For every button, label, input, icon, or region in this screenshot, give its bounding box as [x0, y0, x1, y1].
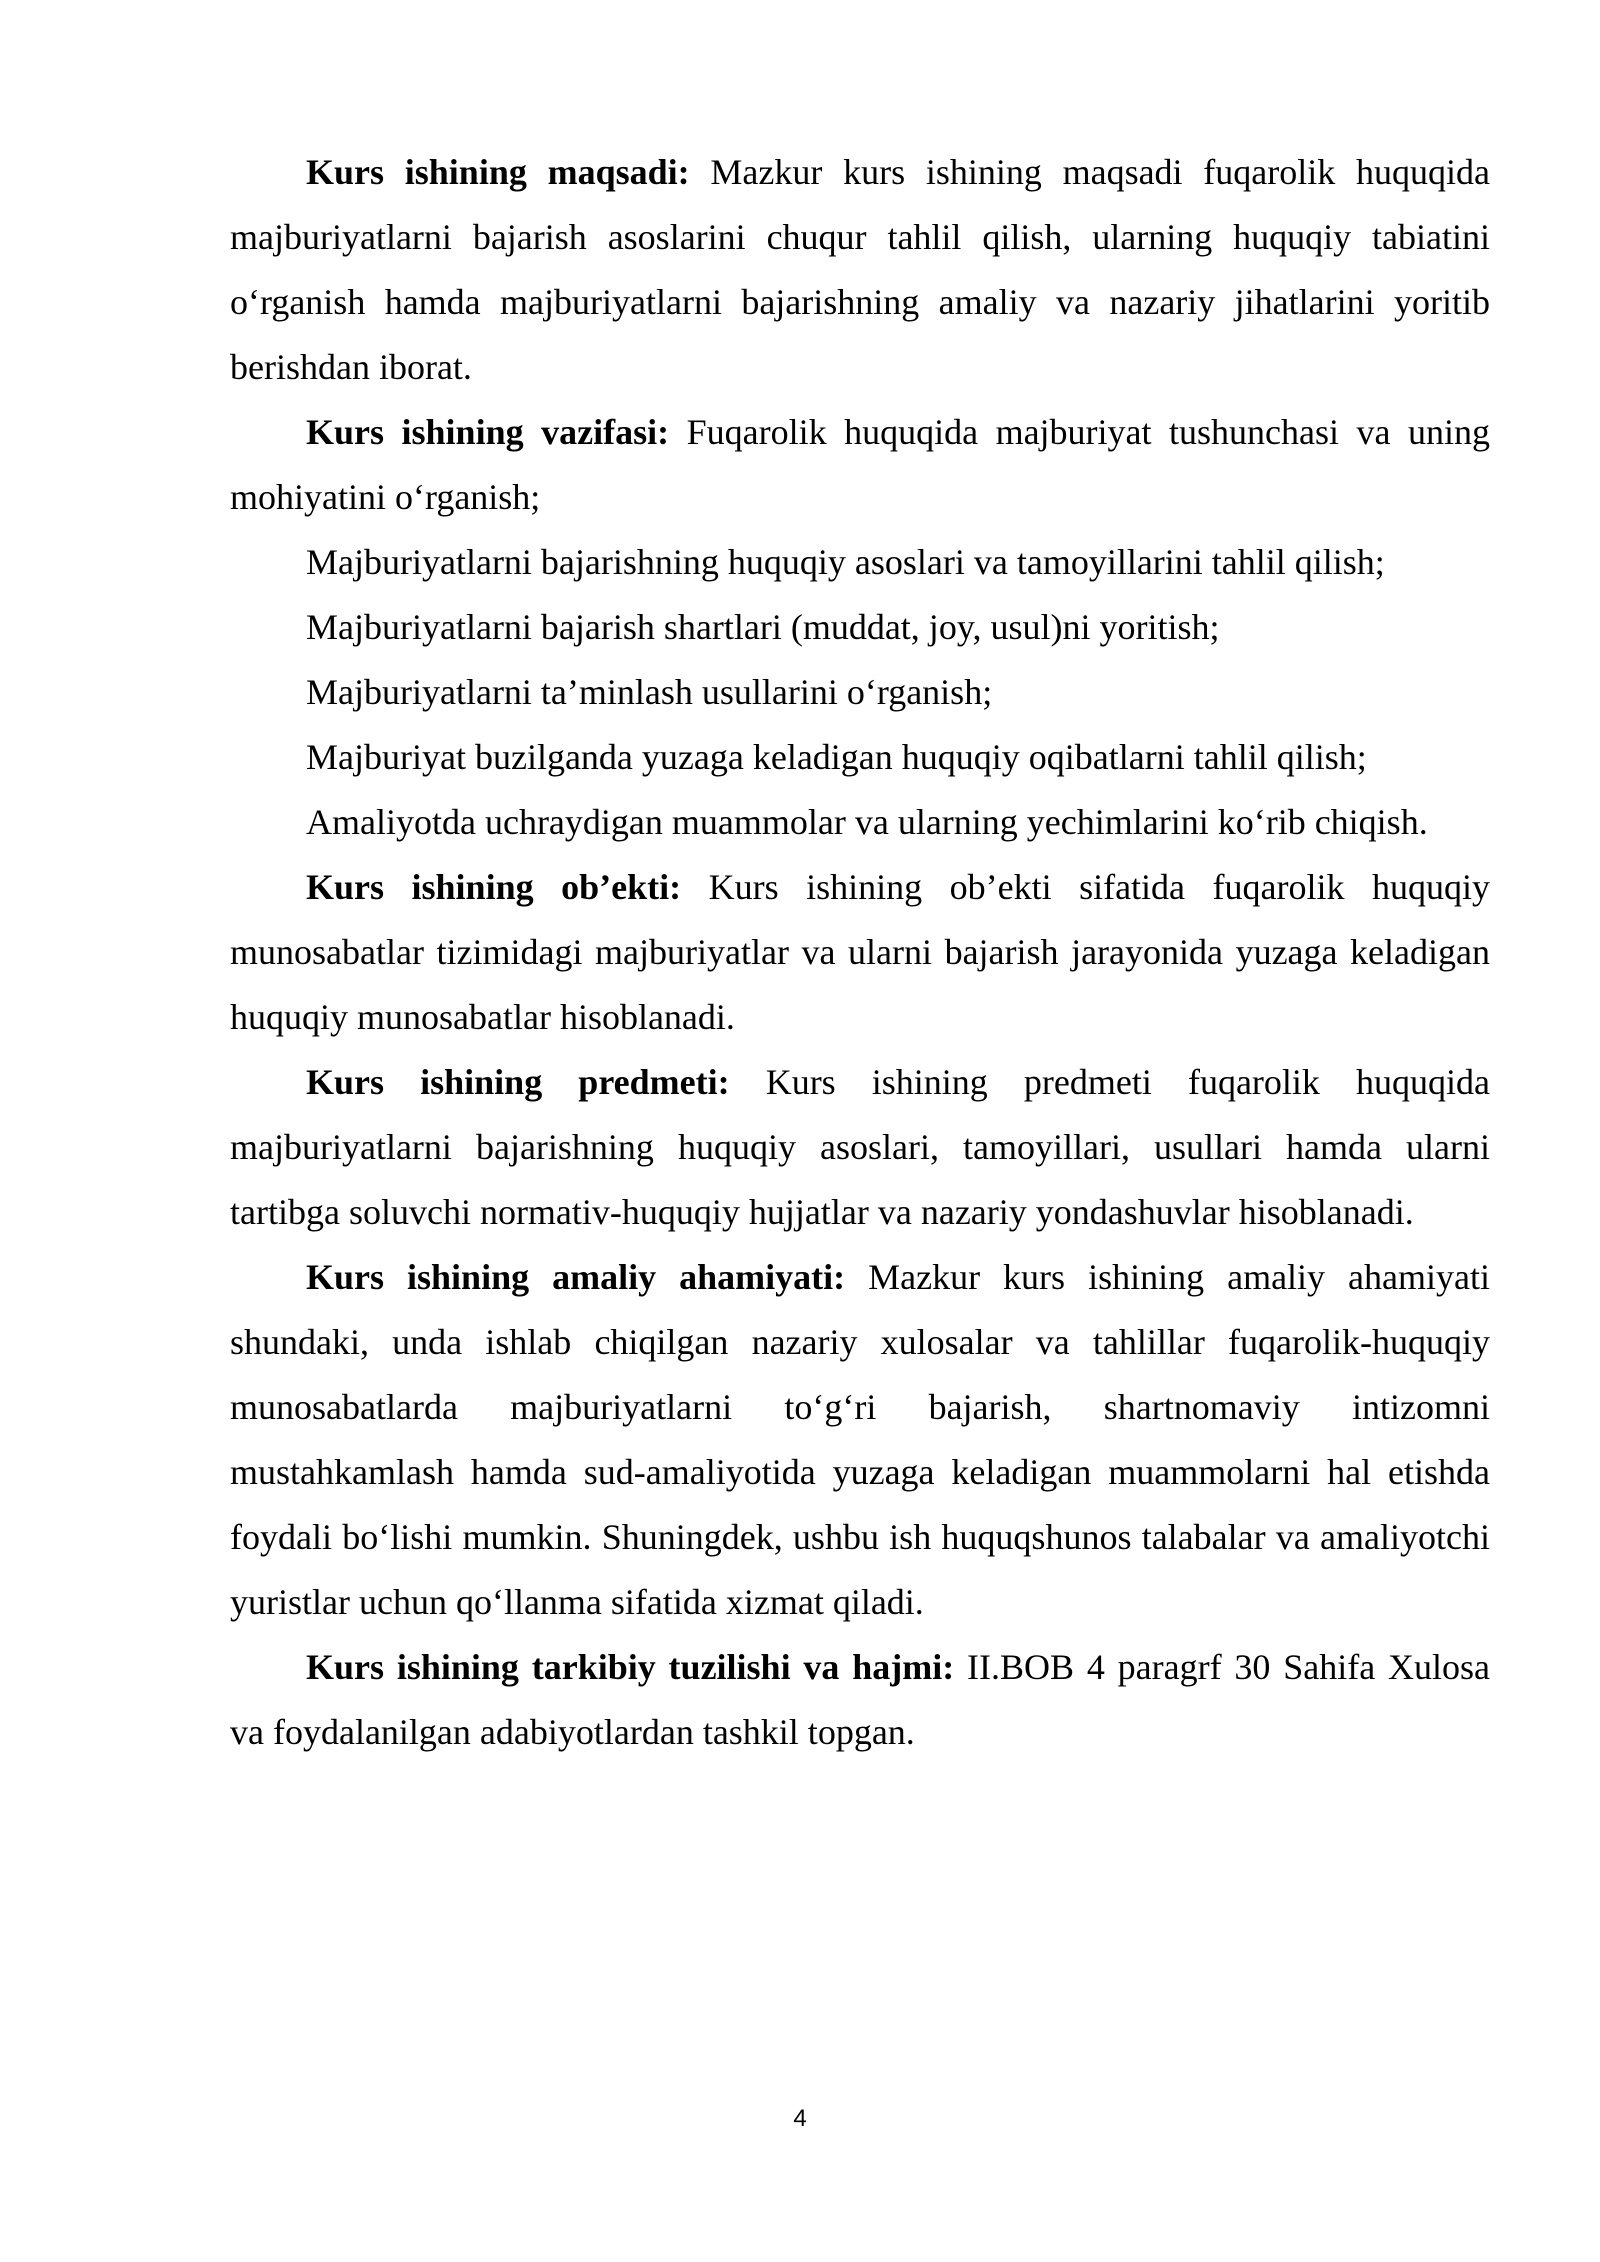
paragraph-label: Kurs ishining ob’ekti: — [306, 867, 682, 907]
paragraph-text: Fuqarolik huquqida majburiyat tushunchasi va uning mohiyatini o‘rganish; — [230, 412, 1490, 517]
paragraph-text: Mazkur kurs ishining amaliy ahamiyati shundaki, unda ishlab chiqilgan nazariy xulosalar va tahlillar fuqarolik-huquqiy munosabatlarda majburiyatlarni to‘g‘ri bajarish, shartnomaviy intizomni mustahkamlash hamda sud-amaliyotida yuzaga keladigan muammolarni hal etishda foydali bo‘lishi mumkin. Shuningdek, ushbu ish huquqshunos talabalar va amaliyotchi yuristlar uchun qo‘llanma sifatida xizmat qiladi. — [230, 1257, 1490, 1622]
paragraph-label: Kurs ishining maqsadi: — [306, 152, 690, 192]
task-item: Majburiyatlarni bajarishning huquqiy asoslari va tamoyillarini tahlil qilish; — [306, 542, 1385, 582]
paragraph-amaliy-ahamiyati — [230, 1245, 1490, 1635]
paragraph-predmeti — [230, 1050, 1490, 1245]
paragraph-tarkibiy-tuzilishi — [230, 1635, 1490, 1765]
paragraph-text: Kurs ishining ob’ekti sifatida fuqarolik huquqiy munosabatlar tizimidagi majburiyatlar va ularni bajarish jarayonida yuzaga keladigan huquqiy munosabatlar hisoblanadi. — [230, 867, 1490, 1037]
paragraph-maqsadi — [230, 140, 1490, 400]
paragraph-text: Kurs ishining predmeti fuqarolik huquqida majburiyatlarni bajarishning huquqiy asoslari, tamoyillari, usullari hamda ularni tartibga soluvchi normativ-huquqiy hujjatlar va nazariy yondashuvlar hisoblanadi. — [230, 1062, 1490, 1232]
page-number: 4 — [793, 2105, 807, 2132]
paragraph-text: II.BOB 4 paragrf 30 Sahifa Xulosa va foydalanilgan adabiyotlardan tashkil topgan. — [230, 1647, 1490, 1752]
task-item: Amaliyotda uchraydigan muammolar va ularning yechimlarini ko‘rib chiqish. — [306, 802, 1428, 842]
paragraph-label: Kurs ishining tarkibiy tuzilishi va hajmi: — [306, 1647, 955, 1687]
paragraph-label: Kurs ishining vazifasi: — [306, 412, 670, 452]
page-content — [230, 140, 1490, 1765]
paragraph-label: Kurs ishining amaliy ahamiyati: — [306, 1257, 846, 1297]
paragraph-obekti — [230, 855, 1490, 1050]
task-item: Majburiyatlarni bajarish shartlari (muddat, joy, usul)ni yoritish; — [306, 607, 1220, 647]
paragraph-label: Kurs ishining predmeti: — [306, 1062, 730, 1102]
task-item: Majburiyat buzilganda yuzaga keladigan huquqiy oqibatlarni tahlil qilish; — [306, 737, 1367, 777]
paragraph-vazifasi — [230, 400, 1490, 530]
task-item: Majburiyatlarni ta’minlash usullarini o‘rganish; — [306, 672, 993, 712]
paragraph-text: Mazkur kurs ishining maqsadi fuqarolik huquqida majburiyatlarni bajarish asoslarini chuqur tahlil qilish, ularning huquqiy tabiatini o‘rganish hamda majburiyatlarni bajarishning amaliy va nazariy jihatlarini yoritib berishdan iborat. — [230, 152, 1490, 387]
